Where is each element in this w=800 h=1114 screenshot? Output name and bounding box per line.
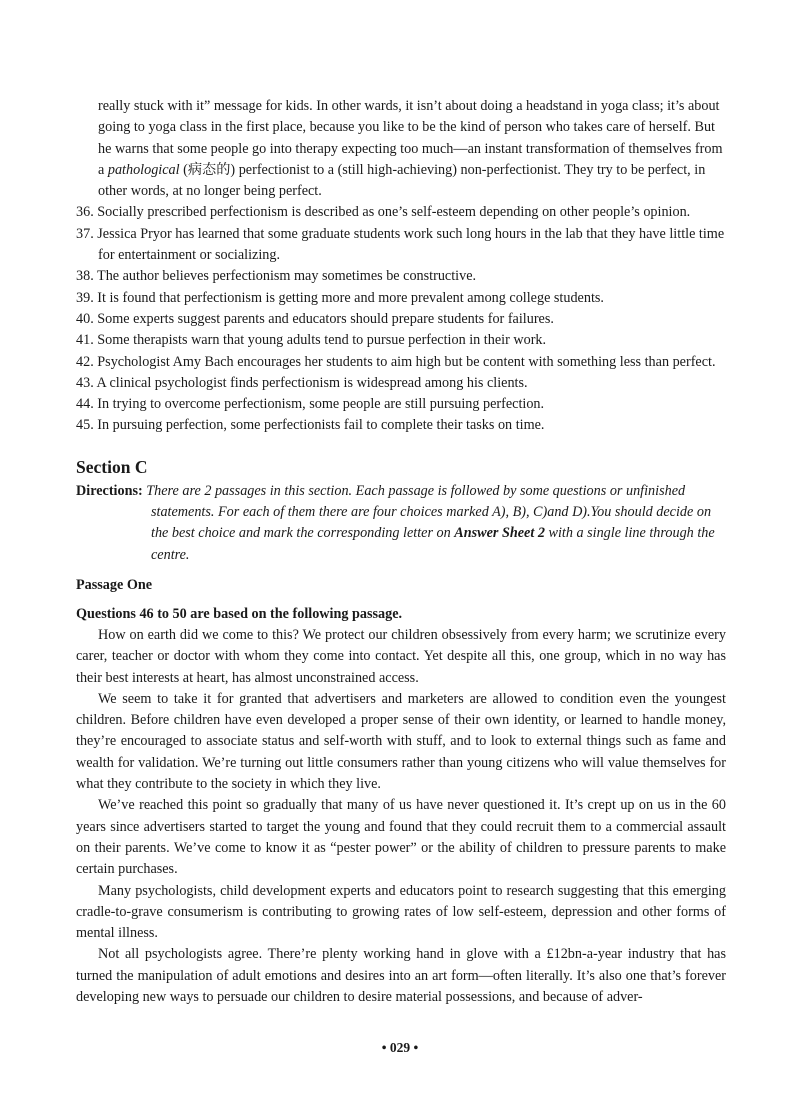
continuation-paragraph	[76, 96, 726, 202]
statement-item: 44. In trying to overcome perfectionism, some people are still pursuing perfection.	[76, 396, 545, 413]
passage-paragraph: We’ve reached this point so gradually that many of us have never questioned it. It’s crept up on us in the 60 years since advertisers started to target the young and found that they could recruit them to a commercial assault on their parents. We’ve come to know it as “pester power” or the ability of children to pressure parents to make certain purchases.	[76, 797, 726, 878]
continuation-text-a: really stuck with it” message for kids. In other wards, it isn’t about doing a headstand in yoga class; it’s about going to yoga class in the first place, because you like to be the kind of person who takes care of herself. But he warns that some people go into therapy expecting too much—an instant transformation of themselves from a	[98, 98, 723, 178]
document-page	[76, 96, 726, 1008]
question-range: Questions 46 to 50 are based on the following passage.	[76, 605, 403, 622]
passage-paragraph: Not all psychologists agree. There’re plenty working hand in glove with a £12bn-a-year industry that has turned the manipulation of adult emotions and desires into an art form—often literally. It’s also one that’s forever developing new ways to persuade our children to desire material possessions, and because of adver-	[76, 946, 726, 1005]
page-number: • 029 •	[381, 1040, 419, 1055]
continuation-emphasis: pathological	[107, 161, 180, 178]
passage-paragraph: How on earth did we come to this? We protect our children obsessively from every harm; we scrutinize every carer, teacher or doctor with whom they come into contact. Yet despite all this, one group, which in no way has their best interests at heart, has almost unconstrained access.	[76, 626, 726, 686]
statement-item: 39. It is found that perfectionism is getting more and more prevalent among college students.	[76, 289, 604, 306]
section-title: Section C	[76, 456, 148, 477]
statement-item: 45. In pursuing perfection, some perfectionists fail to complete their tasks on time.	[76, 417, 545, 434]
directions	[76, 481, 726, 566]
continuation-text-b: (病态的) perfectionist to a (still high-achieving) non-perfectionist. They try to be perfect, in other words, at no longer being perfect.	[98, 161, 706, 200]
statement-item: 43. A clinical psychologist finds perfectionism is widespread among his clients.	[76, 374, 528, 391]
directions-answer-sheet: Answer Sheet 2	[454, 525, 545, 542]
statement-list	[76, 202, 726, 436]
directions-text-b: with a single line through the centre.	[151, 525, 715, 563]
statement-item: 42. Psychologist Amy Bach encourages her students to aim high but be content with something less than perfect.	[76, 353, 716, 370]
statement-item: 36. Socially prescribed perfectionism is described as one’s self-esteem depending on other people’s opinion.	[76, 204, 691, 221]
passage-paragraph: Many psychologists, child development experts and educators point to research suggesting that this emerging cradle-to-grave consumerism is contributing to growing rates of low self-esteem, depression and other forms of mental illness.	[76, 882, 726, 942]
statement-item: 37. Jessica Pryor has learned that some graduate students work such long hours in the lab that they have little time for entertainment or socializing.	[76, 225, 725, 264]
statement-item: 38. The author believes perfectionism may sometimes be constructive.	[76, 268, 477, 285]
directions-text-a: There are 2 passages in this section. Each passage is followed by some questions or unfinished statements. For each of them there are four choices marked A), B), C)and D).You should decide on the best choice and mark the corresponding letter on	[142, 482, 712, 542]
statement-item: 41. Some therapists warn that young adults tend to pursue perfection in their work.	[76, 332, 547, 349]
passage-paragraph: We seem to take it for granted that advertisers and marketers are allowed to condition even the youngest children. Before children have even developed a proper sense of their own identity, or learned to handle money, they’re encouraged to associate status and self-worth with stuff, and to look to external things such as fame and wealth for validation. We’re turning out little consumers rather than young citizens who will value themselves for what they contribute to the society in which they live.	[76, 690, 726, 793]
passage-title: Passage One	[76, 576, 153, 593]
directions-label: Directions:	[76, 482, 143, 499]
statement-item: 40. Some experts suggest parents and educators should prepare students for failures.	[76, 310, 554, 327]
